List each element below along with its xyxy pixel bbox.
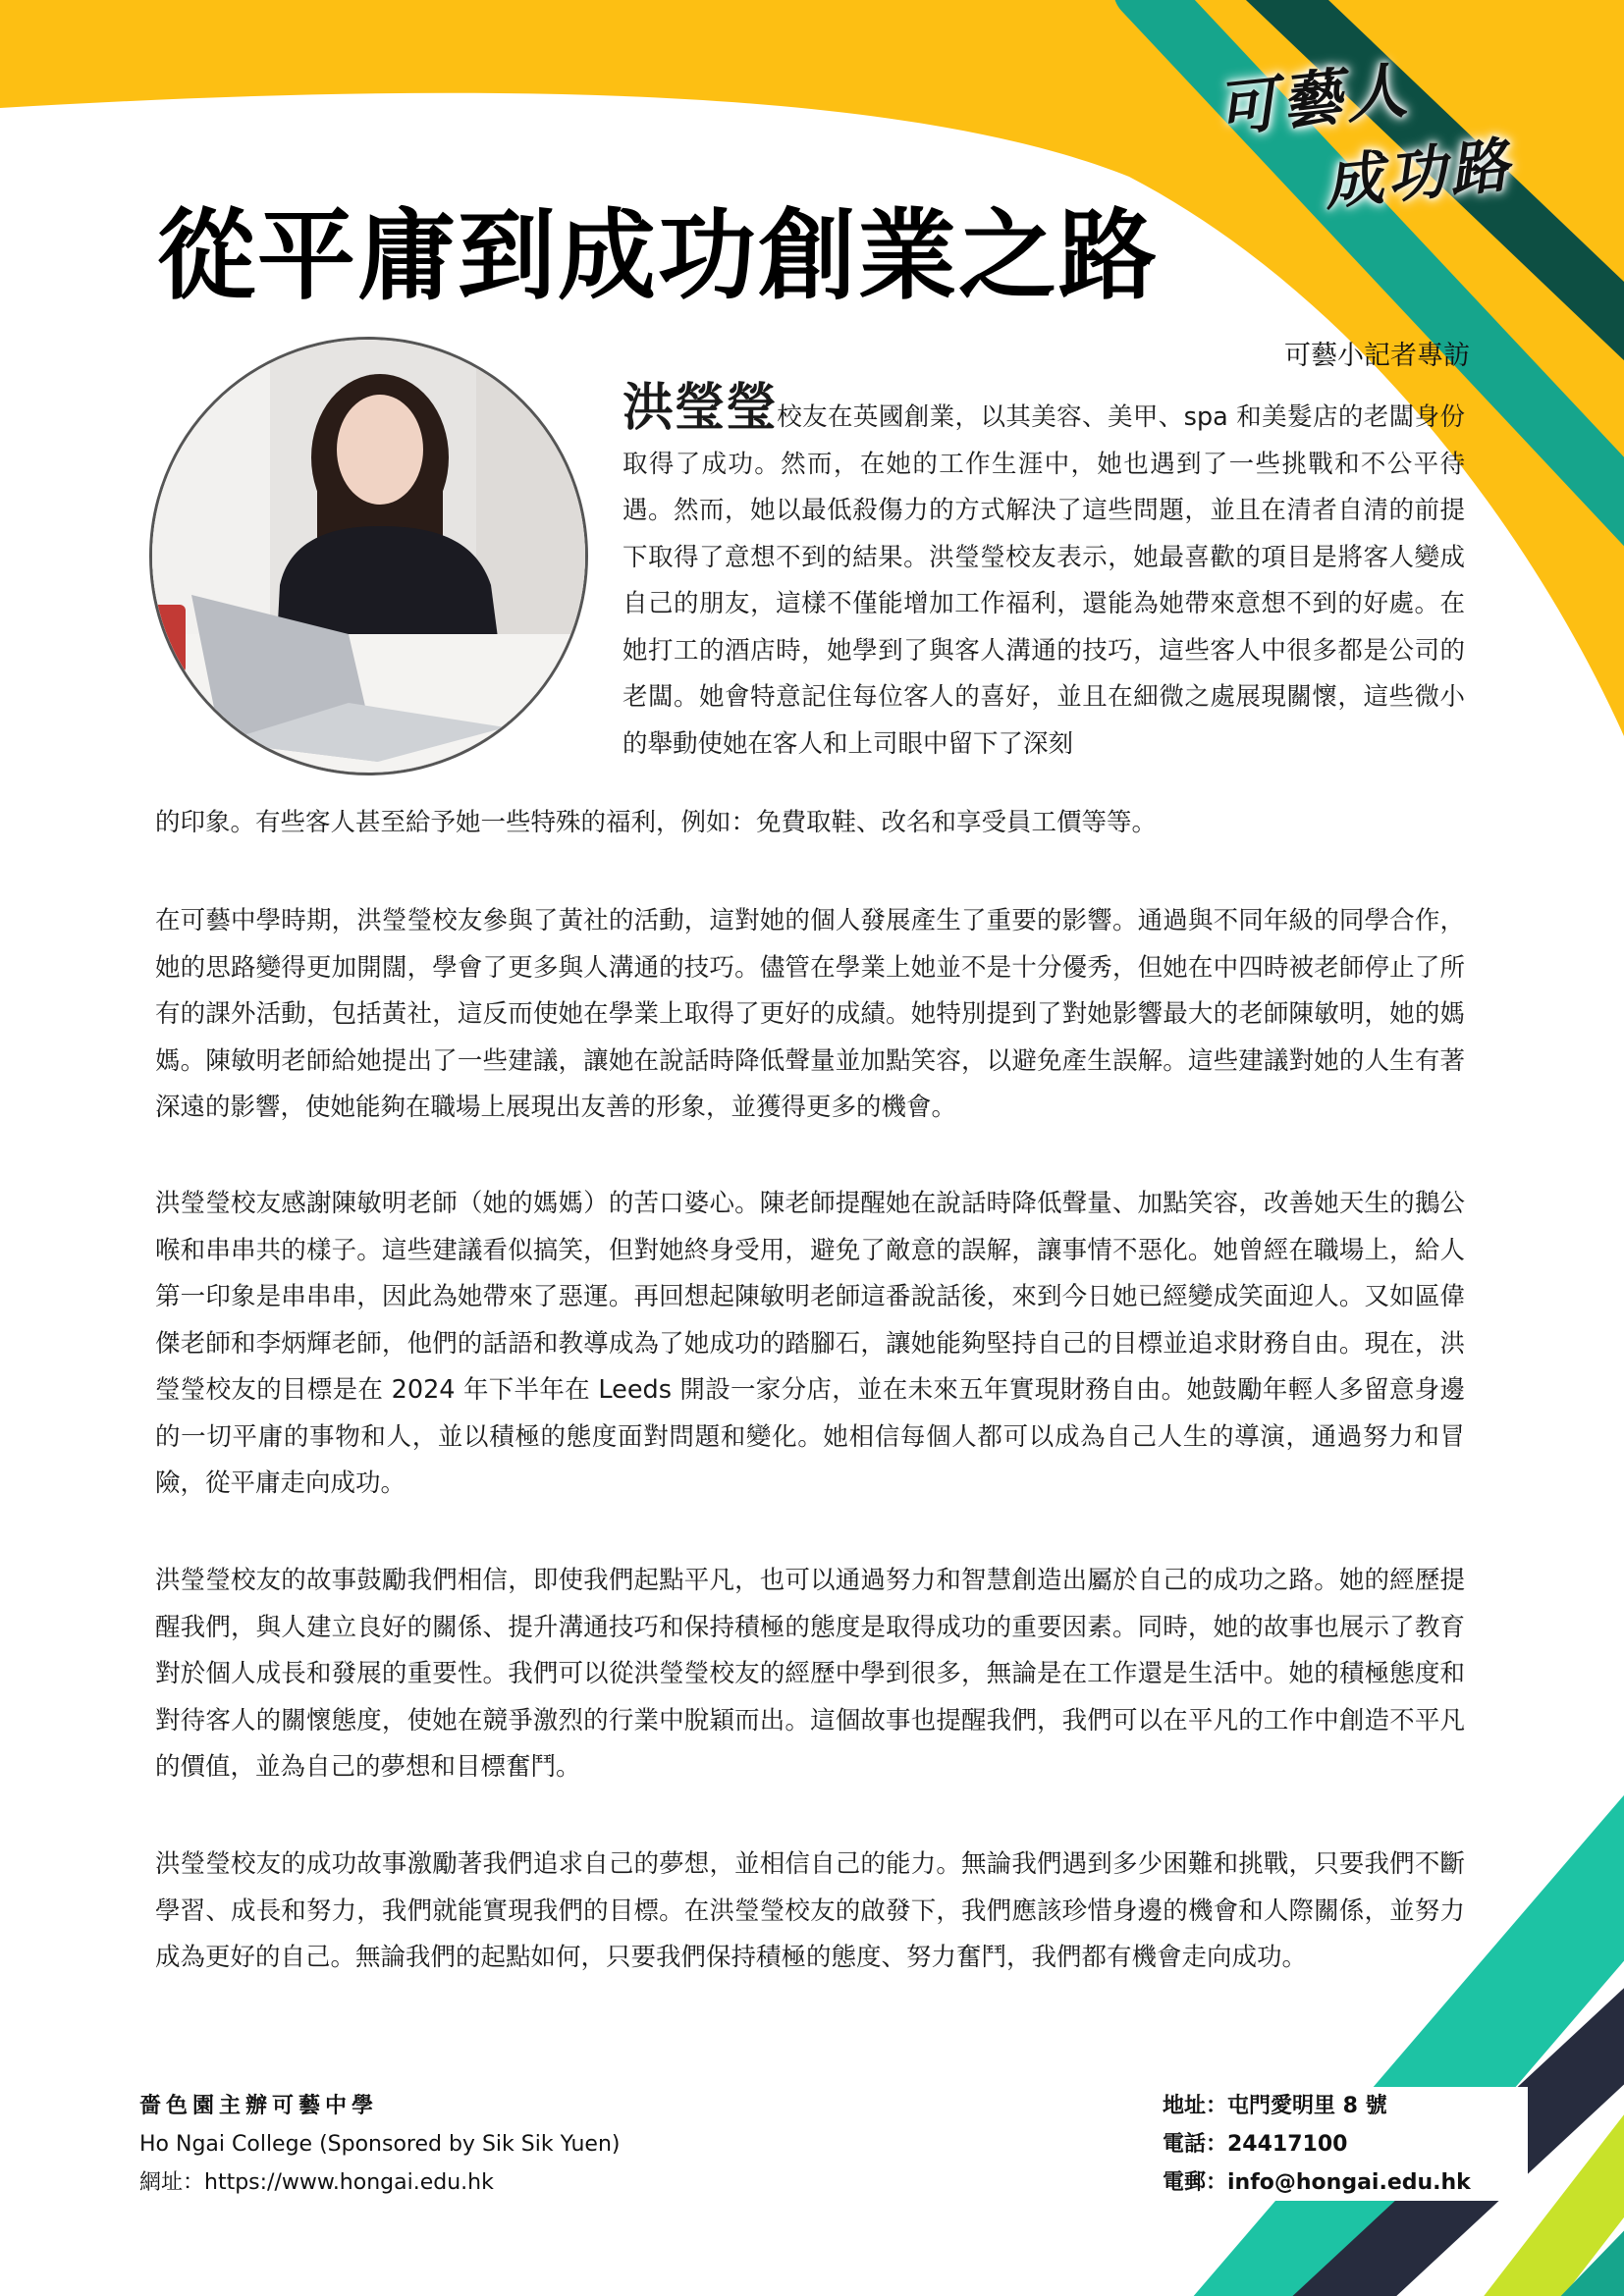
school-name-english: Ho Ngai College (Sponsored by Sik Sik Yuen) xyxy=(139,2132,621,2157)
article-paragraph: 洪瑩瑩校友的成功故事激勵著我們追求自己的夢想，並相信自己的能力。無論我們遇到多少困難和挑戰，只要我們不斷學習、成長和努力，我們就能實現我們的目標。在洪瑩瑩校友的啟發下，我們應該珍惜身邊的機會和人際關係，並努力成為更好的自己。無論我們的起點如何，只要我們保持積極的態度、努力奮鬥，我們都有機會走向成功。 xyxy=(155,1849,1465,1972)
school-phone: 電話：24417100 xyxy=(1163,2132,1348,2157)
intro-paragraph xyxy=(623,379,1465,768)
logo-ho-ngai-success-road xyxy=(1206,51,1559,219)
article-paragraph: 在可藝中學時期，洪瑩瑩校友參與了黃社的活動，這對她的個人發展產生了重要的影響。通過與不同年級的同學合作，她的思路變得更加開闊，學會了更多與人溝通的技巧。儘管在學業上她並不是十分優秀，但她在中四時被老師停止了所有的課外活動，包括黃社，這反而使她在學業上取得了更好的成績。她特別提到了對她影響最大的老師陳敏明，她的媽媽。陳敏明老師給她提出了一些建議，讓她在說話時降低聲量並加點笑容，以避免產生誤解。這些建議對她的人生有著深遠的影響，使她能夠在職場上展現出友善的形象，並獲得更多的機會。 xyxy=(155,906,1465,1122)
portrait-photo xyxy=(149,337,588,775)
school-address: 地址：屯門愛明里 8 號 xyxy=(1163,2094,1387,2118)
logo-line-2: 成功路 xyxy=(1321,131,1516,219)
intro-text: 校友在英國創業，以其美容、美甲、spa 和美髮店的老闆身份取得了成功。然而，在她的工作生涯中，她也遇到了一些挑戰和不公平待遇。然而，她以最低殺傷力的方式解決了這些問題，並且在清者自清的前提下取得了意想不到的結果。洪瑩瑩校友表示，她最喜歡的項目是將客人變成自己的朋友，這樣不僅能增加工作福利，還能為她帶來意想不到的好處。在她打工的酒店時，她學到了與客人溝通的技巧，這些客人中很多都是公司的老闆。她會特意記住每位客人的喜好，並且在細微之處展現關懷，這些微小的舉動使她在客人和上司眼中留下了深刻 xyxy=(623,402,1465,759)
article-paragraph: 洪瑩瑩校友的故事鼓勵我們相信，即使我們起點平凡，也可以通過努力和智慧創造出屬於自己的成功之路。她的經歷提醒我們，與人建立良好的關係、提升溝通技巧和保持積極的態度是取得成功的重要因素。同時，她的故事也展示了教育對於個人成長和發展的重要性。我們可以從洪瑩瑩校友的經歷中學到很多，無論是在工作還是生活中。她的積極態度和對待客人的關懷態度，使她在競爭激烈的行業中脫穎而出。這個故事也提醒我們，我們可以在平凡的工作中創造不平凡的價值，並為自己的夢想和目標奮鬥。 xyxy=(155,1566,1465,1782)
school-name-chinese: 嗇色園主辦可藝中學 xyxy=(139,2094,379,2118)
school-website: 網址：https://www.hongai.edu.hk xyxy=(139,2170,494,2195)
footer-contact-info xyxy=(1145,2087,1528,2201)
byline: 可藝小記者專訪 xyxy=(1284,341,1470,371)
article-paragraph: 洪瑩瑩校友感謝陳敏明老師（她的媽媽）的苦口婆心。陳老師提醒她在說話時降低聲量、加點笑容，改善她天生的鵝公喉和串串共的樣子。這些建議看似搞笑，但對她終身受用，避免了敵意的誤解，讓事情不惡化。她曾經在職場上，給人第一印象是串串串，因此為她帶來了惡運。再回想起陳敏明老師這番說話後，來到今日她已經變成笑面迎人。又如區偉傑老師和李炳輝老師，他們的話語和教導成為了她成功的踏腳石，讓她能夠堅持自己的目標並追求財務自由。現在，洪瑩瑩校友的目標是在 2024 年下半年在 Leeds 開設一家分店，並在未來五年實現財務自由。她鼓勵年輕人多留意身邊的一切平庸的事物和人，並以積極的態度面對問題和變化。她相信每個人都可以成為自己人生的導演，通過努力和冒險，從平庸走向成功。 xyxy=(155,1189,1465,1498)
alumni-name: 洪瑩瑩 xyxy=(623,379,778,438)
footer-school-info xyxy=(139,2087,621,2202)
school-email: 電郵：info@hongai.edu.hk xyxy=(1163,2170,1471,2195)
page-title: 從平庸到成功創業之路 xyxy=(157,198,1159,313)
intro-continuation: 的印象。有些客人甚至給予她一些特殊的福利，例如：免費取鞋、改名和享受員工價等等。 xyxy=(155,808,1158,837)
logo-line-1: 可藝人 xyxy=(1213,53,1414,146)
